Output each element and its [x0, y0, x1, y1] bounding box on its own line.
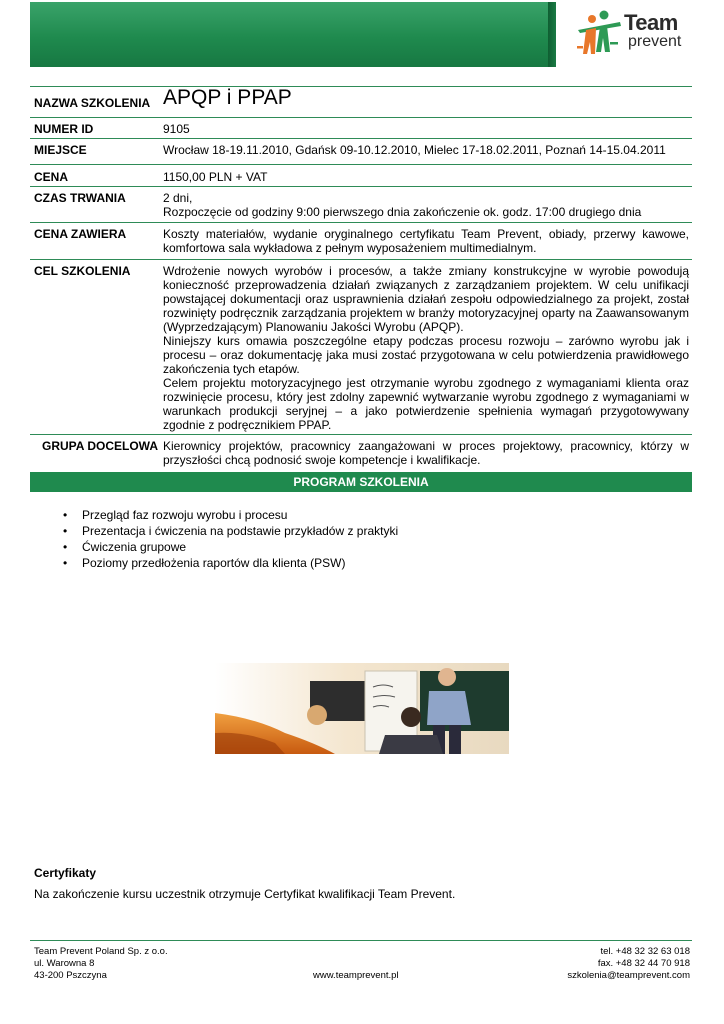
- price-label: CENA: [34, 170, 69, 184]
- list-item: • Ćwiczenia grupowe: [63, 539, 398, 555]
- list-item: • Przegląd faz rozwoju wyrobu i procesu: [63, 507, 398, 523]
- footer-divider: [30, 940, 692, 941]
- duration-label: CZAS TRWANIA: [34, 191, 126, 205]
- place-value: Wrocław 18-19.11.2010, Gdańsk 09-10.12.2010, Mielec 17-18.02.2011, Poznań 14-15.04.2011: [163, 143, 666, 157]
- goal-value: [163, 264, 689, 432]
- footer-street: ul. Warowna 8: [34, 958, 95, 969]
- duration-hours: Rozpoczęcie od godziny 9:00 pierwszego dnia zakończenie ok. godz. 17:00 drugiego dnia: [163, 205, 642, 219]
- place-label: MIEJSCE: [34, 143, 87, 157]
- list-item: • Poziomy przedłożenia raportów dla klienta (PSW): [63, 555, 398, 571]
- training-title: APQP i PPAP: [163, 86, 292, 109]
- audience-value: Kierownicy projektów, pracownicy zaangażowani w proces projektowy, pracownicy, którzy w przyszłości chcą podnosić swoje kompetencje i kwalifikacje.: [163, 439, 689, 467]
- divider: [30, 434, 692, 435]
- footer-company: Team Prevent Poland Sp. z o.o.: [34, 946, 168, 957]
- divider: [30, 186, 692, 187]
- duration-value: [163, 191, 641, 219]
- includes-value: Koszty materiałów, wydanie oryginalnego certyfikatu Team Prevent, obiady, przerwy kawowe, komfortowa sala wykładowa z pełnym wyposażeniem multimedialnym.: [163, 227, 689, 255]
- logo-word-prevent: prevent: [628, 33, 682, 50]
- goal-paragraph: Celem projektu motoryzacyjnego jest otrzymanie wyrobu zgodnego z wymaganiami klienta oraz rozwinięcie procesu, który jest zdolny zapewnić wytwarzanie wyrobu zgodnego z wymaganiami w warunkach produkcji seryjnej – a jako potwierdzenie spełnienia wymagań przygotowywany zgodnie z podręcznikiem PPAP.: [163, 376, 689, 432]
- goal-label: CEL SZKOLENIA: [34, 264, 131, 278]
- id-value: 9105: [163, 122, 190, 136]
- team-prevent-logo: [574, 8, 684, 60]
- program-heading: PROGRAM SZKOLENIA: [30, 472, 692, 492]
- logo-word-team: Team: [624, 10, 678, 35]
- footer-email[interactable]: szkolenia@teamprevent.com: [567, 970, 690, 981]
- goal-paragraph: Wdrożenie nowych wyrobów i procesów, a także zmiany konstrukcyjne w wyrobie powodują konieczność przeprowadzenia działań związanych z zarządzaniem projektem. W celu unifikacji powstającej dokumentacji oraz usprawnienia działań zespołu odpowiedzialnego za projekt, został rozwinięty podręcznik zarządzania projektem w branży motoryzacyjnej oparty na Zaawansowanym (Wyprzedzającym) Planowaniu Jakości Wyrobu (APQP).: [163, 264, 689, 334]
- price-value: 1150,00 PLN + VAT: [163, 170, 268, 184]
- certificates-text: Na zakończenie kursu uczestnik otrzymuje Certyfikat kwalifikacji Team Prevent.: [34, 887, 456, 901]
- footer-contact: [567, 946, 690, 982]
- footer-address: [34, 946, 168, 982]
- footer-fax: fax. +48 32 44 70 918: [597, 958, 690, 969]
- divider: [30, 222, 692, 223]
- name-label: NAZWA SZKOLENIA: [34, 96, 151, 110]
- certificates-heading: Certyfikaty: [34, 866, 97, 880]
- logo-figures-icon: [574, 8, 624, 60]
- divider: [30, 164, 692, 165]
- divider: [30, 86, 692, 87]
- footer-website[interactable]: www.teamprevent.pl: [313, 970, 399, 981]
- training-photo: [215, 663, 509, 754]
- duration-days: 2 dni,: [163, 191, 193, 205]
- footer-phone: tel. +48 32 32 63 018: [600, 946, 690, 957]
- includes-label: CENA ZAWIERA: [34, 227, 127, 241]
- audience-label: GRUPA DOCELOWA: [42, 439, 158, 453]
- footer-city: 43-200 Pszczyna: [34, 970, 107, 981]
- divider: [30, 117, 692, 118]
- header-banner: [30, 2, 550, 67]
- program-list: [63, 507, 398, 571]
- divider: [30, 259, 692, 260]
- header-banner-edge: [548, 2, 556, 67]
- list-item: • Prezentacja i ćwiczenia na podstawie przykładów z praktyki: [63, 523, 398, 539]
- divider: [30, 138, 692, 139]
- goal-paragraph: Niniejszy kurs omawia poszczególne etapy podczas procesu rozwoju – zarówno wyrobu jak i procesu – oraz dokumentację jaka musi zostać przygotowana w celu potwierdzenia prawidłowego zakończenia tych etapów.: [163, 334, 689, 376]
- id-label: NUMER ID: [34, 122, 94, 136]
